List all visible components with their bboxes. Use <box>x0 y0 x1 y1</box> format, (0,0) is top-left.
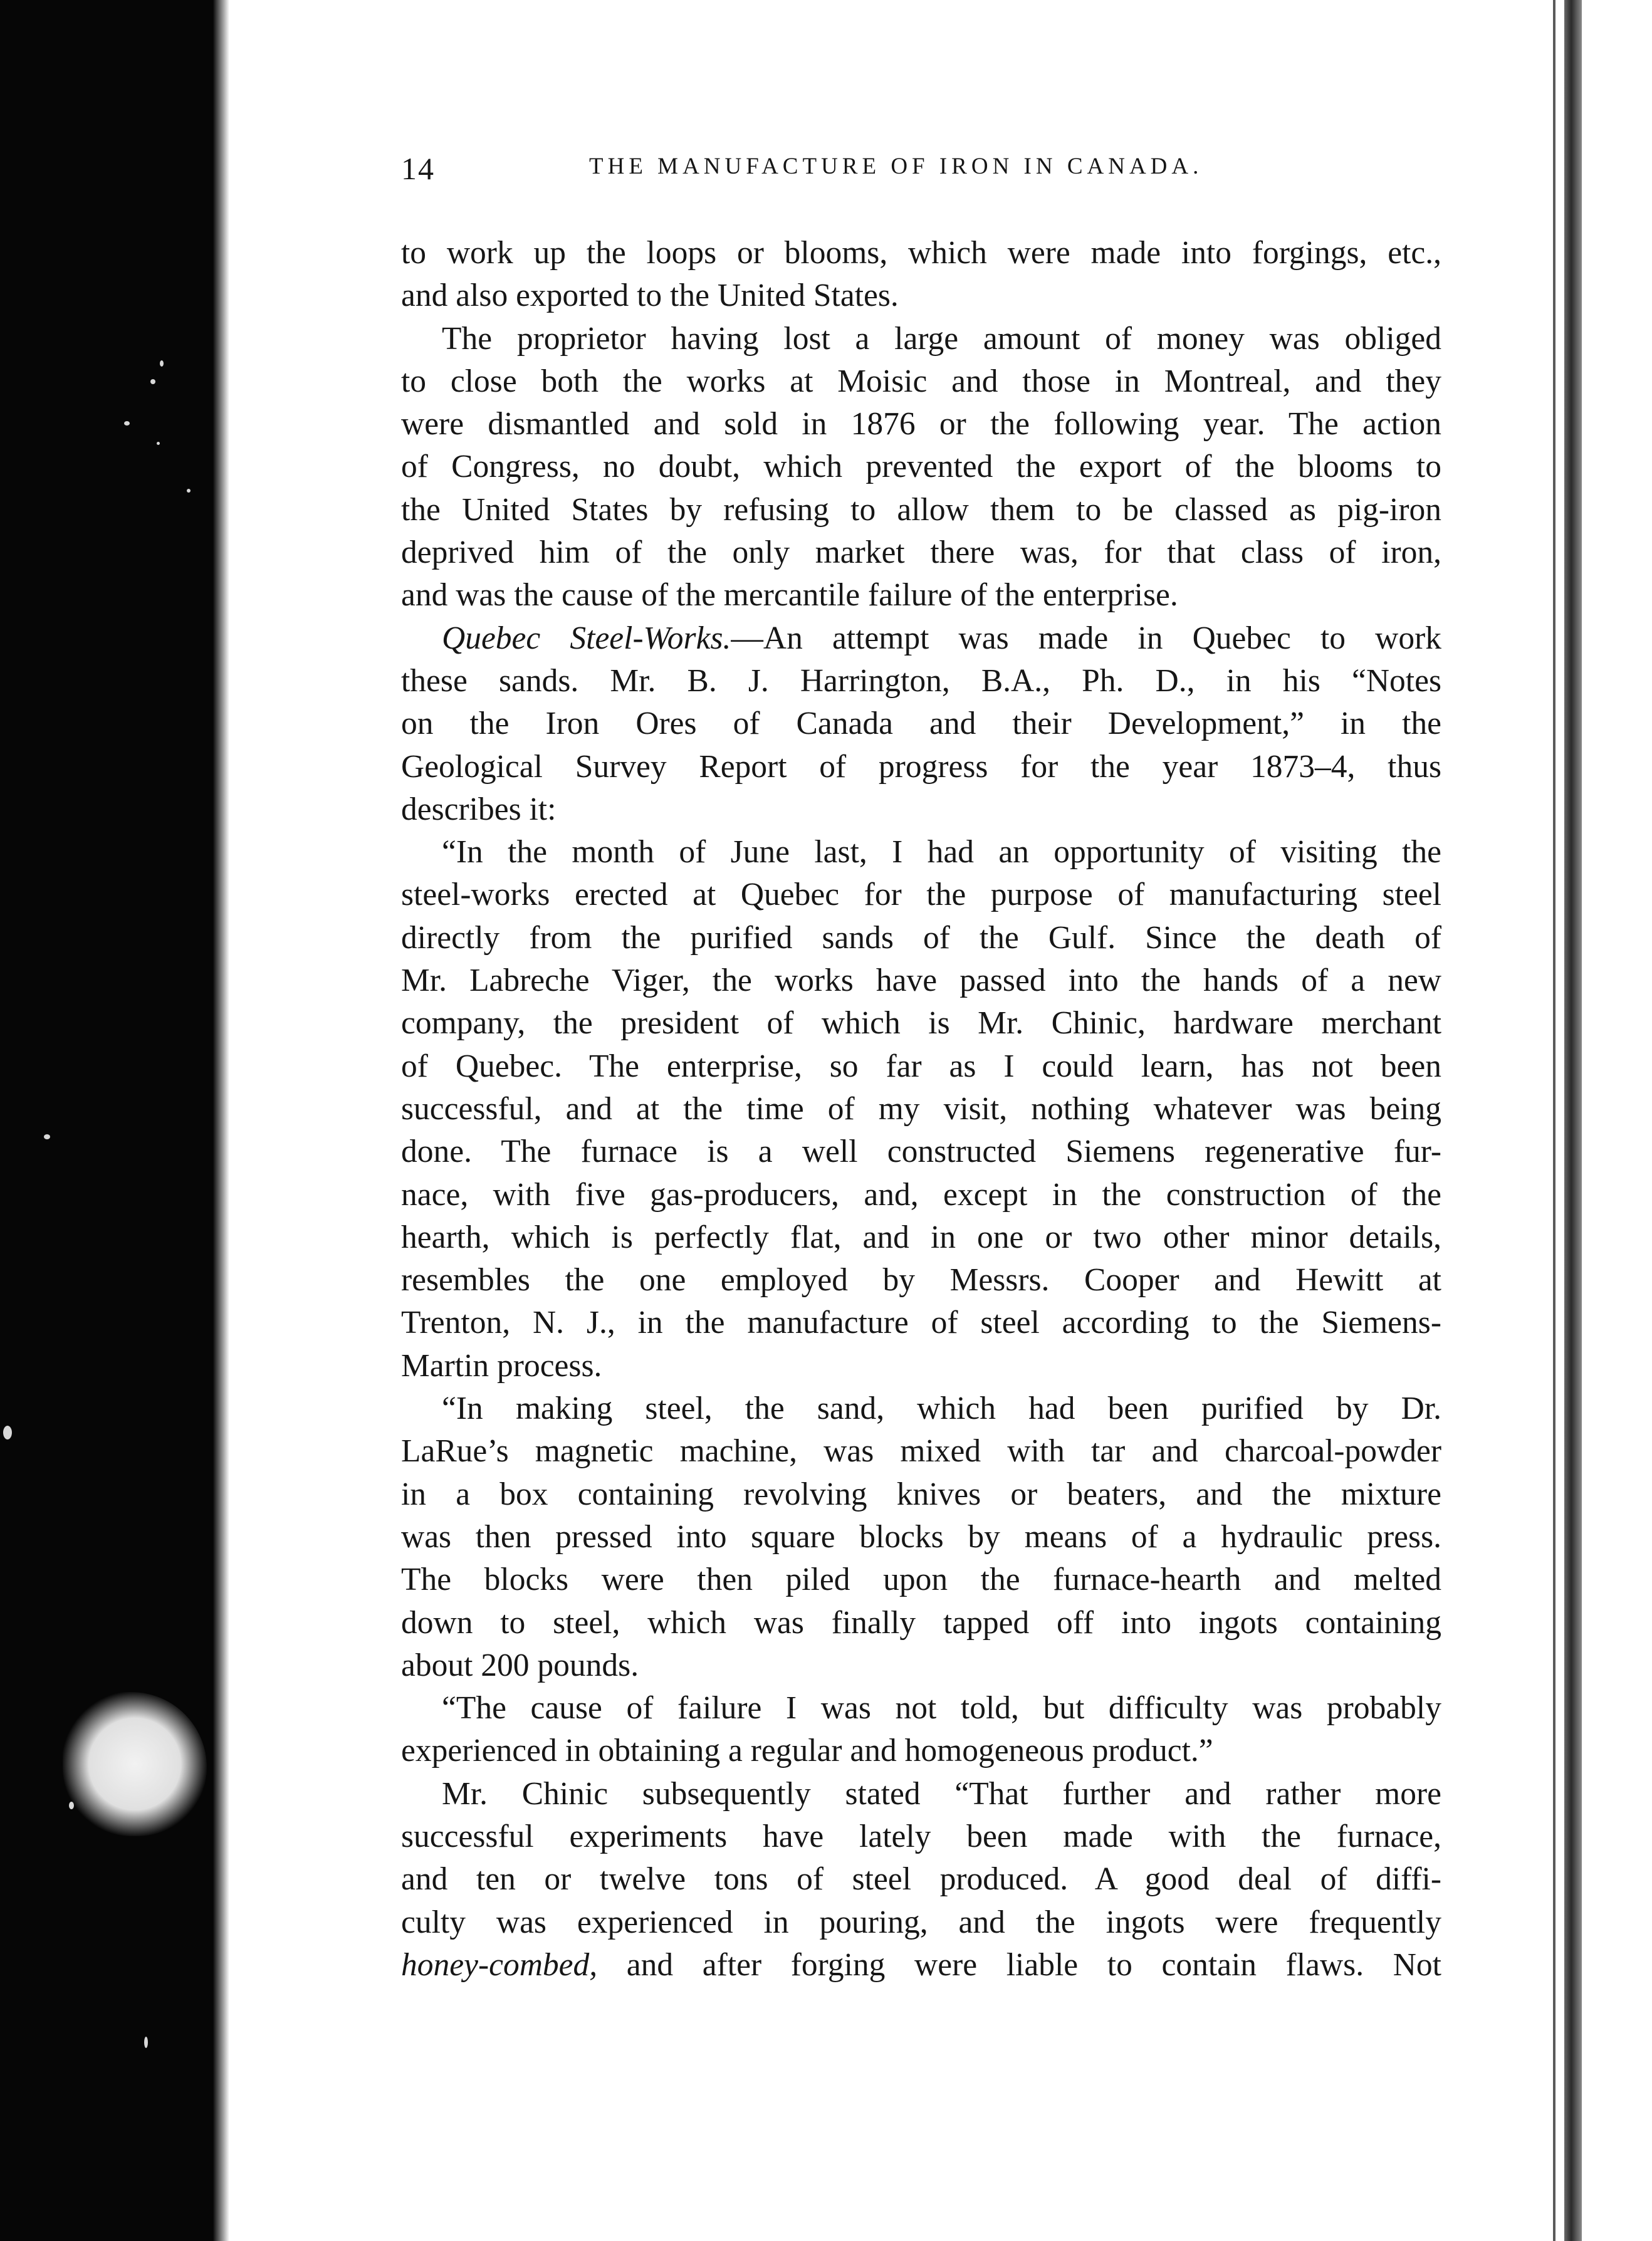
scan-dark-margin <box>0 0 222 2241</box>
text-line: and was the cause of the mercantile failure of the enterprise. <box>401 577 1178 614</box>
section-run-in-heading: Quebec Steel-Works. <box>442 620 731 656</box>
page-fold-shadow <box>213 0 229 2241</box>
emphasis-run: honey-combed, <box>401 1946 598 1983</box>
text-line: of Quebec. The enterprise, so far as I could learn, has not been <box>401 1048 1441 1084</box>
text-line: “In making steel, the sand, which had been purified by Dr. <box>442 1391 1441 1427</box>
text-line: The blocks were then piled upon the furnace-hearth and melted <box>401 1562 1441 1598</box>
text-line: deprived him of the only market there was, for that class of iron, <box>401 535 1441 571</box>
scan-speck <box>3 1426 12 1439</box>
text-line: nace, with five gas-producers, and, except in the construction of the <box>401 1176 1441 1213</box>
text-line: “In the month of June last, I had an opportunity of visiting the <box>442 834 1441 870</box>
text-line: down to steel, which was finally tapped off into ingots containing <box>401 1604 1441 1641</box>
running-head <box>401 150 1441 207</box>
text-line: culty was experienced in pouring, and the ingots were frequently <box>401 1904 1441 1940</box>
text-run: —An attempt was made in Quebec to work <box>731 620 1441 656</box>
scan-speck <box>124 421 130 426</box>
text-line: successful, and at the time of my visit, nothing whatever was being <box>401 1090 1441 1127</box>
text-line: in a box containing revolving knives or beaters, and the mixture <box>401 1476 1441 1512</box>
text-line: done. The furnace is a well constructed Siemens regenerative fur- <box>401 1134 1441 1170</box>
text-line: steel-works erected at Quebec for the purpose of manufacturing steel <box>401 877 1441 913</box>
text-line: and ten or twelve tons of steel produced. A good deal of diffi- <box>401 1861 1441 1898</box>
body-text <box>401 232 1441 1987</box>
text-line: Trenton, N. J., in the manufacture of steel according to the Siemens- <box>401 1305 1441 1341</box>
text-line-with-emphasis <box>401 1944 1441 1987</box>
text-line-with-heading <box>401 617 1441 660</box>
running-title: THE MANUFACTURE OF IRON IN CANADA. <box>589 154 1203 179</box>
text-line: company, the president of which is Mr. Chinic, hardware merchant <box>401 1005 1441 1042</box>
text-line: was then pressed into square blocks by means of a hydraulic press. <box>401 1518 1441 1555</box>
text-line: “The cause of failure I was not told, but difficulty was probably <box>442 1690 1441 1726</box>
text-line: these sands. Mr. B. J. Harrington, B.A., Ph. D., in his “Notes <box>401 662 1441 699</box>
book-page <box>401 132 1441 1987</box>
text-run: and after forging were liable to contain flaws. Not <box>597 1946 1441 1983</box>
page-number: 14 <box>401 151 435 186</box>
text-line: resembles the one employed by Messrs. Cooper and Hewitt at <box>401 1262 1441 1298</box>
text-line: the United States by refusing to allow them to be classed as pig-iron <box>401 491 1441 528</box>
text-line: experienced in obtaining a regular and homogeneous product.” <box>401 1733 1213 1769</box>
scan-speck <box>144 2037 148 2048</box>
text-line: and also exported to the United States. <box>401 278 899 314</box>
text-line: LaRue’s magnetic machine, was mixed with tar and charcoal-powder <box>401 1433 1441 1470</box>
text-line: describes it: <box>401 791 557 827</box>
text-line: successful experiments have lately been made with the furnace, <box>401 1818 1441 1854</box>
text-line: Geological Survey Report of progress for the year 1873–4, thus <box>401 748 1441 785</box>
text-line: of Congress, no doubt, which prevented the export of the blooms to <box>401 449 1441 485</box>
scan-speck <box>160 360 164 367</box>
text-line: were dismantled and sold in 1876 or the following year. The action <box>401 406 1441 442</box>
text-line: Mr. Chinic subsequently stated “That further and rather more <box>442 1775 1441 1812</box>
text-line: to close both the works at Moisic and those in Montreal, and they <box>401 363 1441 399</box>
page-right-edge <box>1564 0 1582 2241</box>
text-line: to work up the loops or blooms, which were made into forgings, etc., <box>401 235 1441 271</box>
text-line: Mr. Labreche Viger, the works have passed into the hands of a new <box>401 963 1441 999</box>
scan-speck <box>150 379 155 384</box>
text-line: about 200 pounds. <box>401 1647 639 1683</box>
text-line: on the Iron Ores of Canada and their Development,” in the <box>401 706 1441 742</box>
text-line: Martin process. <box>401 1347 602 1384</box>
text-line: directly from the purified sands of the Gulf. Since the death of <box>401 919 1441 956</box>
text-line: The proprietor having lost a large amount of money was obliged <box>442 320 1441 357</box>
page-edge-line <box>1553 0 1555 2241</box>
scan-speck <box>157 442 160 445</box>
text-line: hearth, which is perfectly flat, and in one or two other minor details, <box>401 1219 1441 1255</box>
scan-speck <box>187 489 191 493</box>
scan-speck <box>44 1134 50 1139</box>
